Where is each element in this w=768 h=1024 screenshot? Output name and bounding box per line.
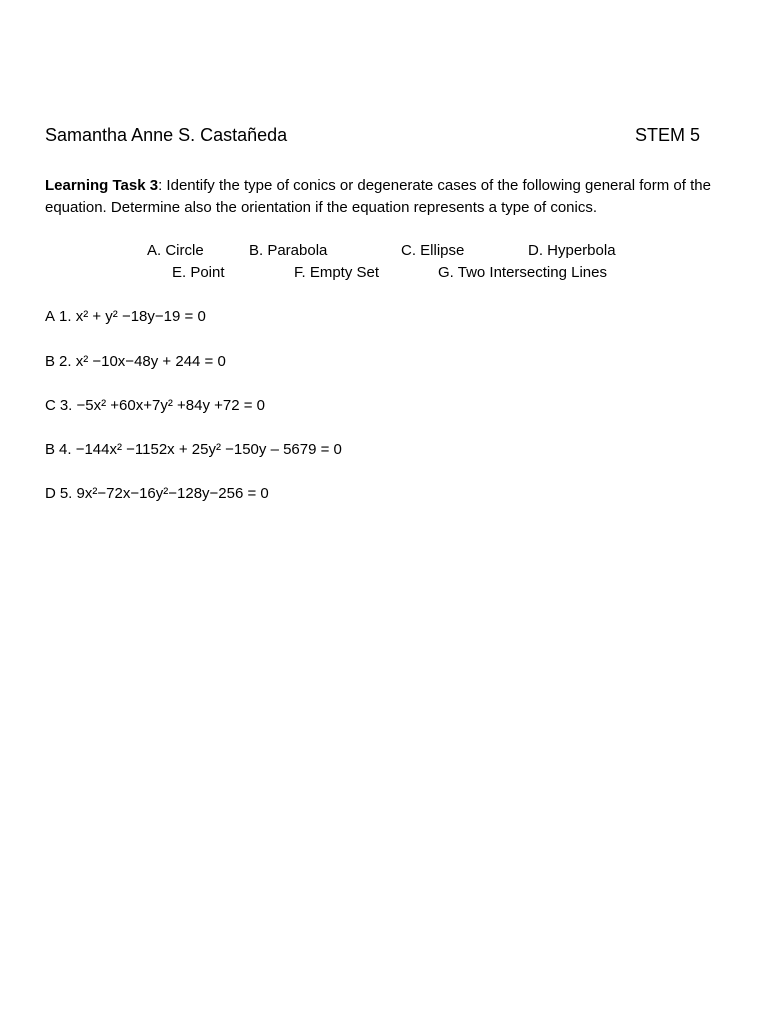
choice-ellipse: C. Ellipse: [401, 242, 465, 259]
item-answer: B: [45, 353, 56, 370]
item-answer: C: [45, 397, 56, 414]
list-item: [45, 351, 226, 373]
list-item: [45, 306, 206, 328]
item-answer: B: [45, 441, 56, 458]
item-number: 2.: [59, 353, 72, 370]
choice-point: E. Point: [172, 264, 225, 281]
document-header: [45, 124, 700, 146]
choice-empty-set: F. Empty Set: [294, 264, 380, 281]
item-equation: 9x²−72x−16y²−128y−256 = 0: [76, 485, 269, 502]
task-label: Learning Task 3: [45, 177, 159, 194]
item-equation: x² −10x−48y + 244 = 0: [75, 353, 226, 370]
choice-circle: A. Circle: [147, 242, 204, 259]
item-answer: A: [45, 308, 56, 325]
section-label: STEM 5: [634, 125, 700, 145]
list-item: [45, 483, 269, 505]
item-number: 3.: [59, 397, 73, 414]
item-number: 4.: [59, 441, 72, 458]
task-instructions: [45, 175, 725, 219]
choice-hyperbola: D. Hyperbola: [528, 242, 616, 259]
choice-parabola: B. Parabola: [249, 242, 328, 259]
student-name: Samantha Anne S. Castañeda: [45, 125, 288, 145]
item-number: 5.: [59, 485, 73, 502]
task-text: : Identify the type of conics or degenerate cases of the following general form of the equation. Determine also the orientation if the equation represents a type of conics.: [45, 177, 711, 216]
item-answer: D: [45, 485, 56, 502]
choice-two-intersecting-lines: G. Two Intersecting Lines: [438, 264, 607, 281]
item-number: 1.: [59, 308, 72, 325]
list-item: [45, 395, 265, 417]
list-item: [45, 439, 342, 461]
item-equation: −144x² −1152x + 25y² −150y – 5679 = 0: [75, 441, 342, 458]
item-equation: x² + y² −18y−19 = 0: [75, 308, 206, 325]
item-equation: −5x² +60x+7y² +84y +72 = 0: [76, 397, 265, 414]
